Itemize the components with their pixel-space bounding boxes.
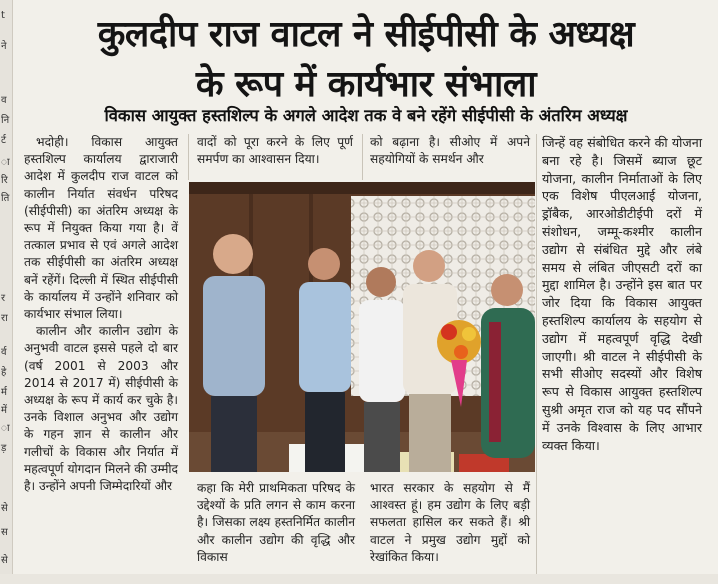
adjacent-page-edge [0,0,13,584]
edge-fragment: ति [1,193,10,204]
headline-line-1: कुलदीप राज वाटल ने सीईपीसी के अध्यक्ष [97,14,635,55]
edge-fragment: से [1,555,8,566]
edge-fragment: र [1,293,6,304]
group-photo-bouquet-icon [189,182,535,472]
edge-fragment: रा [1,313,8,324]
edge-fragment: ड़ [1,443,7,454]
column-rule [536,134,537,574]
page-bottom-edge [0,574,718,584]
article-column-3-top [370,134,530,168]
news-photo [189,182,535,472]
article-paragraph: जिन्हें वह संबोधित करने की योजना बना रहे है। जिसमें ब्याज छूट योजना, कालीन निर्माताओं के लिए एक विशेष पीएलआई योजना, ड्रॉबैक, आरओडीटीईपी दरों में संशोधन, जम्मू-कश्मीर कालीन उद्योग से संबंधित मुद्दे और लंबे समय से लंबित जीएसटी दरों का मुद्दा शामिल है। उन्होंने इस बात पर जोर दिया कि विकास आयुक्त हस्तशिल्प कार्यालय के सहयोग से उद्योग में महत्वपूर्ण वृद्धि देखी जाएगी। श्री वाटल ने सीईपीसी के सभी सीओए सदस्यों और विशेष रूप से विकास आयुक्त हस्तशिल्प सुश्री अमृत राज को यह पद सौंपने में उनके विश्वास के लिए आभार व्यक्त किया। [542,135,702,453]
edge-fragment: रि [1,175,8,186]
article-column-2-bottom [197,480,355,566]
article-paragraph: को बढ़ाना है। सीओए में अपने सहयोगियों के समर्थन और [370,135,530,167]
article-column-4 [542,134,702,454]
article-paragraph: भारत सरकार के सहयोग से मैं आश्वस्त हूं। हम उद्योग के लिए बड़ी सफलता हासिल कर सकते हैं। श्री वाटल ने प्रमुख उद्योग मुद्दों को रेखांकित किया। [370,481,530,564]
article-column-1 [24,134,178,495]
article-paragraph: भदोही। विकास आयुक्त हस्तशिल्प कार्यालय द्वाराजारी आदेश में कुलदीप राज वाटल को कालीन निर्यात संवर्धन परिषद (सीईपीसी) का अंतरिम अध्यक्ष के रूप में नियुक्त किया गया है। वें तत्काल प्रभाव से एवं अगले आदेश तक सीईपीसी का अंतरिम अध्यक्ष बनें रहेंगें। दिल्ली में स्थित सीईपीसी के कार्यालय में उन्होंने शनिवार को कार्यभार संभाल लिया। [24,135,178,322]
edge-fragment: नि [1,115,10,126]
edge-fragment: व [1,95,7,106]
article-column-2-top [197,134,353,168]
column-rule [188,134,189,180]
article-column-3-bottom [370,480,530,566]
headline-line-2: के रूप में कार्यभार संभाला [195,64,537,105]
edge-fragment: से [1,503,8,514]
edge-fragment: ा [1,423,10,434]
edge-fragment: र्ट [1,135,7,146]
edge-fragment: र्व [1,347,7,358]
article-paragraph: कहा कि मेरी प्राथमिकता परिषद के उद्देश्यों के प्रति लगन से काम करना है। जिसका लक्ष्य हस्तनिर्मित कालीन और कालीन उद्योग की वृद्धि और विकास [197,481,355,564]
edge-fragment: ा [1,157,10,168]
article-paragraph: कालीन और कालीन उद्योग के अनुभवी वाटल इससे पहले दो बार (वर्ष 2001 से 2003 और 2014 से 2017 में) सीईपीसी के अध्यक्ष के रूप में कार्य कर चुके है। उनके विशाल अनुभव और उद्योग के गहन ज्ञान से कालीन और गलीचों के विकास और निर्यात में महत्वपूर्ण योगदान मिलने की उम्मीद है। उन्होंने अपनी जिम्मेदारियों और [24,324,178,494]
edge-fragment: स [1,527,8,538]
article-paragraph: वादों को पूरा करने के लिए पूर्ण समर्पण का आश्वासन दिया। [197,135,353,167]
edge-fragment: में [1,405,7,416]
edge-fragment: र्म [1,387,7,398]
edge-fragment: हे [1,367,7,378]
subheadline: विकास आयुक्त हस्तशिल्प के अगले आदेश तक वे बने रहेंगे सीईपीसी के अंतरिम अध्यक्ष [104,106,628,125]
edge-fragment: t [1,10,5,21]
column-rule [362,134,363,180]
edge-fragment: ने [1,41,7,52]
